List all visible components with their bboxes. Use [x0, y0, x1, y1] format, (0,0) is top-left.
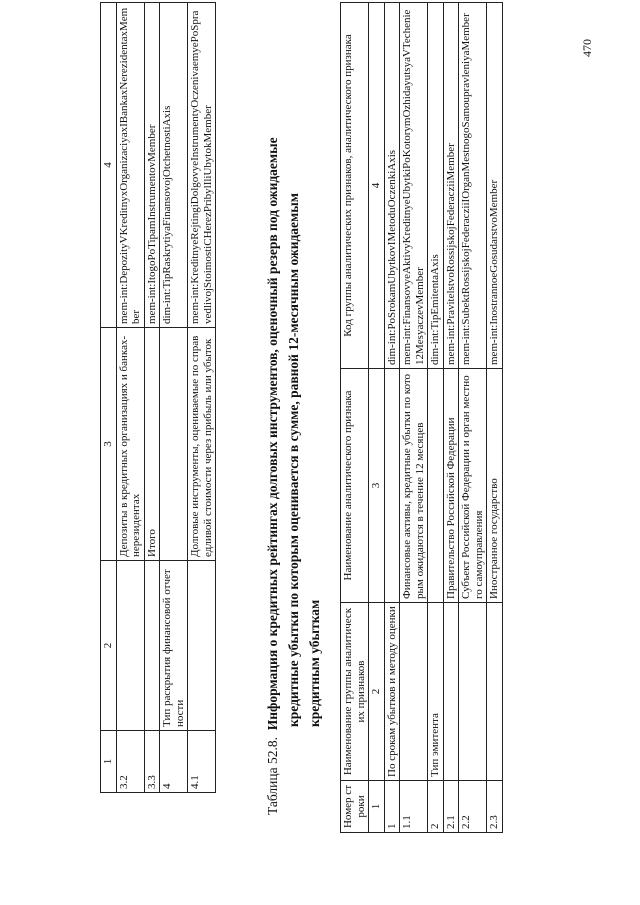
table-column-numbers-row	[369, 3, 385, 833]
feature-code: mem-int:PravitelstvoRossijskojFederacziiMember	[443, 3, 459, 369]
feature-code: mem-int:SubektRossijskojFederacziiIOrganMestnogoSamoupravleniyaMember	[459, 3, 487, 369]
group-name: Тип раскрытия финансовой отчетности	[160, 561, 188, 731]
feature-code: mem-int:FinansovyeAktivyKreditnyeUbytkiPoKotorymOzhidayutsyaVTechenie12MesyaczevMember	[400, 3, 428, 369]
feature-code: mem-int:ItogoPoTipamInstrumentovMember	[144, 3, 160, 328]
row-number: 2.1	[443, 781, 459, 833]
feature-name: Долговые инструменты, оцениваемые по справедливой стоимости через прибыль или убыток	[188, 328, 216, 561]
group-name	[487, 603, 503, 781]
group-name	[459, 603, 487, 781]
row-number: 2.2	[459, 781, 487, 833]
col-number-3: 3	[369, 369, 385, 603]
row-number: 4	[160, 731, 188, 793]
row-number: 2.3	[487, 781, 503, 833]
table-row	[428, 3, 444, 833]
caption-line-2: кредитные убытки по которым оценивается в сумме, равной 12-месячным ожидаемым	[286, 193, 301, 727]
table-row	[116, 3, 144, 793]
table-row	[188, 3, 216, 793]
feature-code: dim-int:PoSrokamUbytkovIMetoduOczenkiAxis	[384, 3, 400, 369]
row-number: 1	[384, 781, 400, 833]
table-continued	[100, 2, 216, 793]
group-name	[116, 561, 144, 731]
table-header-row	[101, 3, 117, 793]
feature-name: Финансовые активы, кредитные убытки по которым ожидаются в течение 12 месяцев	[400, 369, 428, 603]
group-name	[400, 603, 428, 781]
feature-name: Итого	[144, 328, 160, 561]
col-number-2: 2	[369, 603, 385, 781]
row-number: 1.1	[400, 781, 428, 833]
feature-name: Правительство Российской Федерации	[443, 369, 459, 603]
caption-line-3: кредитным убыткам	[307, 599, 322, 727]
table-header-row	[341, 3, 369, 833]
feature-name	[160, 328, 188, 561]
table-row	[487, 3, 503, 833]
row-number: 2	[428, 781, 444, 833]
col-number-2: 2	[101, 561, 117, 731]
col-number-4: 4	[369, 3, 385, 369]
header-row-number: Номер строки	[341, 781, 369, 833]
table-caption	[262, 15, 325, 815]
row-number: 3.2	[116, 731, 144, 793]
col-number-1: 1	[369, 781, 385, 833]
table-row	[384, 3, 400, 833]
page-number: 470	[580, 39, 594, 57]
feature-code: mem-int:KreditnyeRejtingiDolgovyeInstrumentyOczenivaemyePoSpravedlivojStoimostiCHerezPribylIliUbytokMember	[188, 3, 216, 328]
col-number-1: 1	[101, 731, 117, 793]
group-name	[443, 603, 459, 781]
feature-name	[428, 369, 444, 603]
feature-code: mem-int:InostrannoeGosudarstvoMember	[487, 3, 503, 369]
header-group-name: Наименование группы аналитических признаков	[341, 603, 369, 781]
caption-line-1: Информация о кредитных рейтингах долговых инструментов, оценочный резерв под ожидаемые	[265, 137, 280, 731]
col-number-3: 3	[101, 328, 117, 561]
feature-name: Субъект Российской Федерации и орган местного самоуправления	[459, 369, 487, 603]
header-feature-code: Код группы аналитических признаков, аналитического признака	[341, 3, 369, 369]
caption-label: Таблица 52.8.	[265, 737, 280, 815]
col-number-4: 4	[101, 3, 117, 328]
feature-code: dim-int:TipRaskrytiyaFinansovojOtchetnostiAxis	[160, 3, 188, 328]
group-name	[188, 561, 216, 731]
feature-code: mem-int:DepozityVKreditnyxOrganizaciyaxIBankaxNerezidentaxMember	[116, 3, 144, 328]
feature-name	[384, 369, 400, 603]
header-feature-name: Наименование аналитического признака	[341, 369, 369, 603]
row-number: 4.1	[188, 731, 216, 793]
group-name	[144, 561, 160, 731]
table-row	[459, 3, 487, 833]
feature-name: Иностранное государство	[487, 369, 503, 603]
feature-name: Депозиты в кредитных организациях и банках-нерезидентах	[116, 328, 144, 561]
table-52-8	[340, 2, 503, 833]
feature-code: dim-int:TipEmitentaAxis	[428, 3, 444, 369]
group-name: Тип эмитента	[428, 603, 444, 781]
table-row	[400, 3, 428, 833]
table-row	[144, 3, 160, 793]
group-name: По срокам убытков и методу оценки	[384, 603, 400, 781]
row-number: 3.3	[144, 731, 160, 793]
table-row	[160, 3, 188, 793]
table-row	[443, 3, 459, 833]
